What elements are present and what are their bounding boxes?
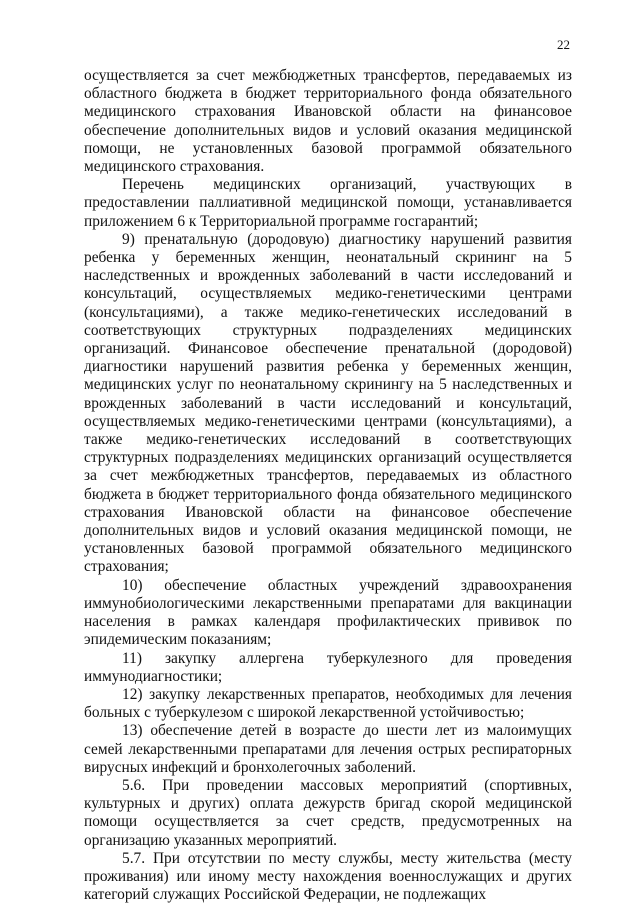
paragraph-item-12: 12) закупку лекарственных препаратов, необходимых для лечения больных с туберкулезом с широкой лекарственной устойчивостью;: [84, 685, 572, 722]
paragraph-item-9: 9) пренатальную (дородовую) диагностику нарушений развития ребенка у беременных женщин, неонатальный скрининг на 5 наследственных и врожденных заболеваний в части исследований и консультаций, осуществляемых медико-генетическими центрами (консультациями), а также медико-генетических исследований в соответствующих структурных подразделениях медицинских организаций. Финансовое обеспечение пренатальной (дородовой) диагностики нарушений развития ребенка у беременных женщин, медицинских услуг по неонатальному скринингу на 5 наследственных и врожденных заболеваний в части исследований и консультаций, осуществляемых медико-генетическими центрами (консультациями), а также медико-генетических исследований в соответствующих структурных подразделениях медицинских организаций осуществляется за счет межбюджетных трансфертов, передаваемых из областного бюджета в бюджет территориального фонда обязательного медицинского страхования Ивановской области на финансовое обеспечение дополнительных видов и условий оказания медицинской помощи, не установленных базовой программой обязательного медицинского страхования;: [84, 230, 572, 576]
paragraph-palliative-list: Перечень медицинских организаций, участвующих в предоставлении паллиативной медицинской помощи, устанавливается приложением 6 к Территориальной программе госгарантий;: [84, 176, 572, 230]
paragraph-item-13: 13) обеспечение детей в возрасте до шести лет из малоимущих семей лекарственными препаратами для лечения острых респираторных вирусных инфекций и бронхолегочных заболений.: [84, 722, 572, 776]
paragraph-item-10: 10) обеспечение областных учреждений здравоохранения иммунобиологическими лекарственными препаратами для вакцинации населения в рамках календаря профилактических прививок по эпидемическим показаниям;: [84, 576, 572, 649]
paragraph-section-5-7: 5.7. При отсутствии по месту службы, месту жительства (месту проживания) или иному месту нахождения военнослужащих и других категорий служащих Российской Федерации, не подлежащих: [84, 849, 572, 904]
paragraph-item-11: 11) закупку аллергена туберкулезного для проведения иммунодиагностики;: [84, 649, 572, 685]
document-body: [84, 67, 572, 904]
paragraph-section-5-6: 5.6. При проведении массовых мероприятий (спортивных, культурных и других) оплата дежурств бригад скорой медицинской помощи осуществляется за счет средств, предусмотренных на организацию указанных мероприятий.: [84, 776, 572, 849]
page-number: 22: [557, 37, 570, 52]
paragraph-continuation: осуществляется за счет межбюджетных трансфертов, передаваемых из областного бюджета в бюджет территориального фонда обязательного медицинского страхования Ивановской области на финансовое обеспечение дополнительных видов и условий оказания медицинской помощи, не установленных базовой программой обязательного медицинского страхования.: [84, 67, 572, 176]
